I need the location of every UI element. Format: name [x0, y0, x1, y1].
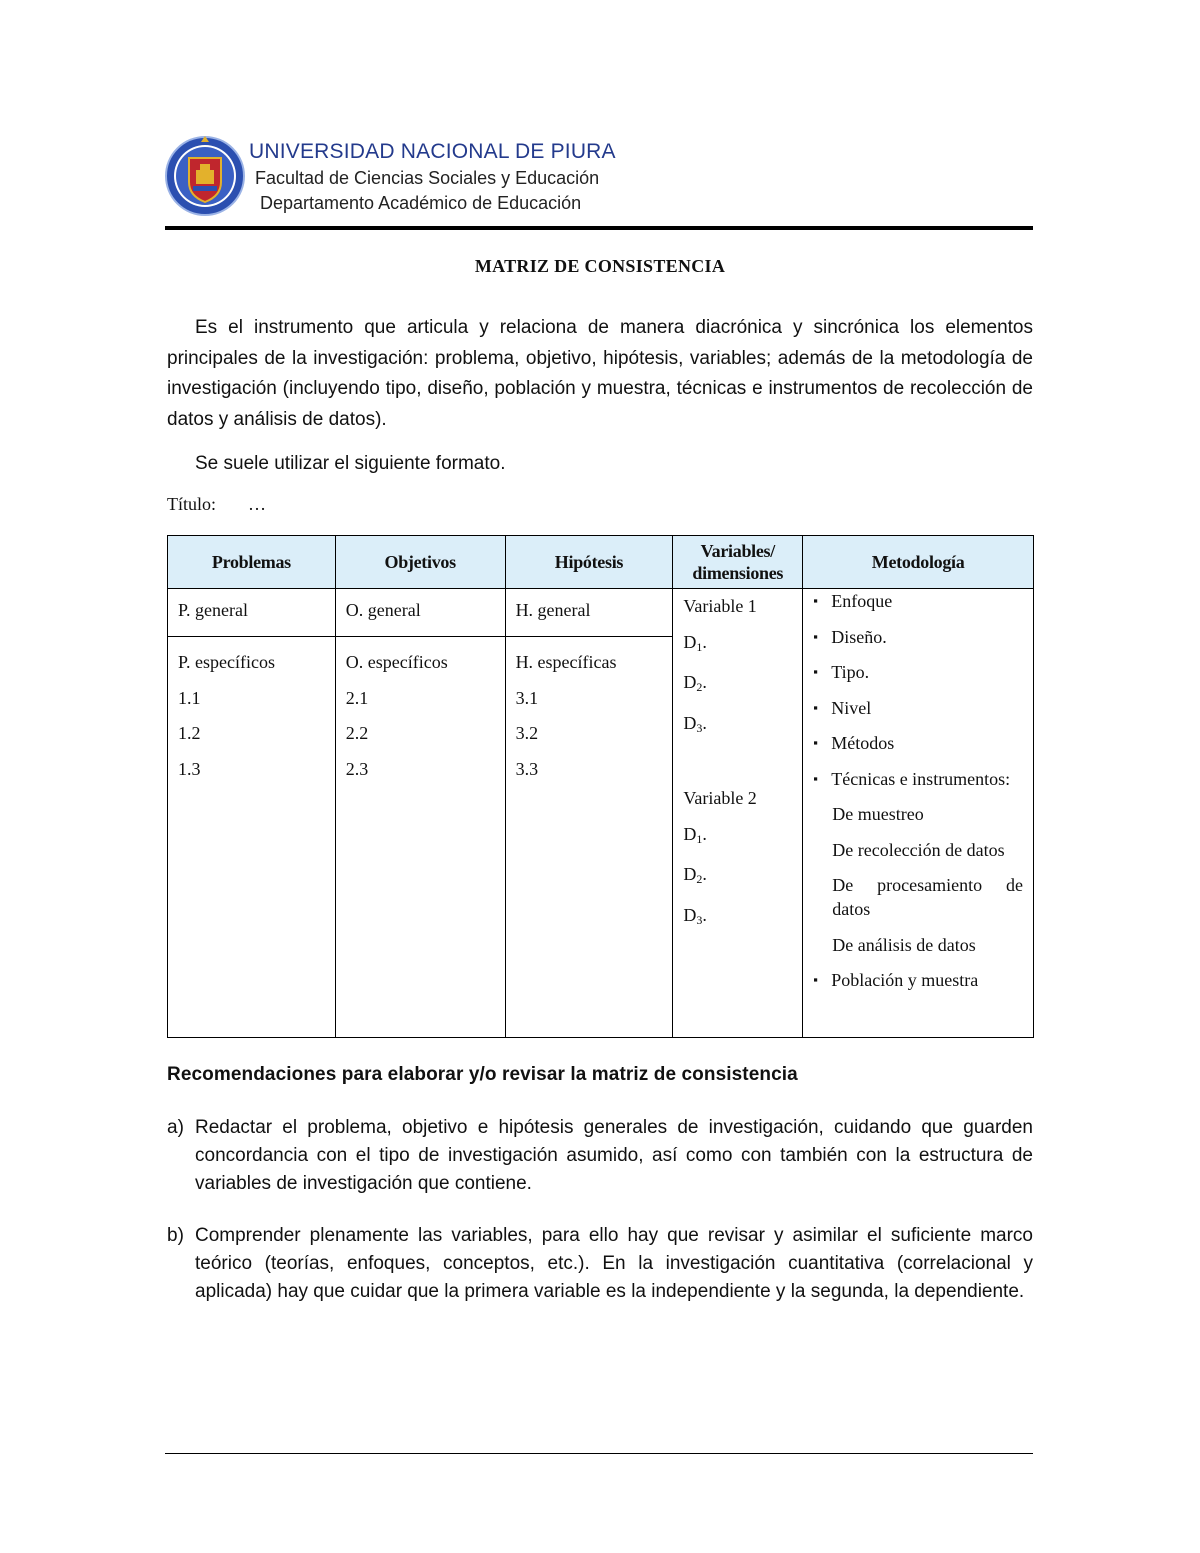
- header-divider: [165, 226, 1033, 230]
- dimension-item: $D_3$.: [683, 904, 707, 927]
- item-marker: a): [167, 1117, 184, 1138]
- department-name: Departamento Académico de Educación: [260, 193, 582, 213]
- cell-p-general: P. general: [168, 589, 336, 637]
- format-paragraph: Se suele utilizar el siguiente formato.: [195, 453, 506, 474]
- titulo-value: …: [248, 494, 266, 514]
- dimension-item: $D_1$.: [683, 823, 707, 846]
- method-item: ▪ Tipo.: [813, 662, 870, 682]
- dimension-item: $D_2$.: [683, 672, 707, 694]
- faculty-name: Facultad de Ciencias Sociales y Educación: [255, 168, 600, 188]
- method-item-tecnicas: ▪ Técnicas e instrumentos:: [813, 768, 1011, 789]
- cell-o-especificos: O. específicos 2.1 2.2 2.3: [335, 637, 505, 1038]
- method-subitem: De recolección de datos: [832, 839, 1005, 860]
- cell-h-general: H. general: [505, 589, 673, 637]
- footer-divider: [165, 1453, 1033, 1454]
- titulo-line: [167, 494, 266, 515]
- header-hipotesis: Hipótesis: [505, 536, 673, 589]
- university-logo: [165, 130, 245, 222]
- variable-name: Variable 2: [683, 788, 757, 808]
- header-problemas: Problemas: [168, 536, 336, 589]
- table-row-general: [168, 589, 1034, 637]
- recommendations-title: Recomendaciones para elaborar y/o revisar la matriz de consistencia: [167, 1064, 798, 1085]
- university-name: UNIVERSIDAD NACIONAL DE PIURA: [249, 140, 616, 163]
- header-variables: Variables/ dimensiones: [673, 536, 803, 589]
- dimension-item: $D_1$.: [683, 631, 707, 654]
- titulo-label: Título:: [167, 494, 216, 514]
- dimension-item: $D_2$.: [683, 864, 707, 886]
- method-item: ▪ Diseño.: [813, 626, 887, 647]
- recommendation-item: [167, 1222, 1033, 1306]
- table-header-row: [168, 536, 1034, 589]
- page-header: [165, 130, 1033, 230]
- cell-o-general: O. general: [335, 589, 505, 637]
- header-objetivos: Objetivos: [335, 536, 505, 589]
- method-subitem: De muestreo: [832, 804, 924, 824]
- method-item: ▪ Métodos: [813, 733, 895, 753]
- dimension-item: $D_3$.: [683, 712, 707, 735]
- variable-name: Variable 1: [683, 596, 757, 616]
- recommendation-item: [167, 1114, 1033, 1198]
- method-item: ▪ Enfoque: [813, 591, 893, 611]
- consistency-matrix-table: [167, 535, 1034, 1038]
- method-subitem: De análisis de datos: [832, 934, 976, 955]
- method-subitem: De procesamiento de datos: [832, 875, 1023, 919]
- intro-paragraph: Es el instrumento que articula y relaciona de manera diacrónica y sincrónica los elementos principales de la investigación: problema, objetivo, hipótesis, variables; además de la metodología de investigación (incluyendo tipo, diseño, población y muestra, técnicas e instrumentos de recolección de datos y análisis de datos).: [167, 317, 1033, 430]
- document-title: MATRIZ DE CONSISTENCIA: [474, 256, 726, 276]
- item-marker: b): [167, 1225, 184, 1246]
- header-metodologia: Metodología: [803, 536, 1034, 589]
- item-text: Comprender plenamente las variables, para ello hay que revisar y asimilar el suficiente marco teórico (teorías, enfoques, conceptos, etc.). En la investigación cuantitativa (correlacional y aplicada) hay que cuidar que la primera variable es la independiente y la segunda, la dependiente.: [195, 1225, 1033, 1302]
- university-text: [249, 140, 616, 214]
- method-item: ▪ Nivel: [813, 697, 872, 718]
- cell-p-especificos: P. específicos 1.1 1.2 1.3: [168, 637, 336, 1038]
- cell-metodologia: [803, 589, 1034, 1038]
- cell-variables: [673, 589, 803, 1038]
- cell-h-especificas: H. específicas 3.1 3.2 3.3: [505, 637, 673, 1038]
- method-item: ▪ Población y muestra: [813, 970, 979, 990]
- item-text: Redactar el problema, objetivo e hipótesis generales de investigación, cuidando que guarden concordancia con el tipo de investigación asumido, así como con también con la estructura de variables de investigación que contiene.: [195, 1117, 1033, 1194]
